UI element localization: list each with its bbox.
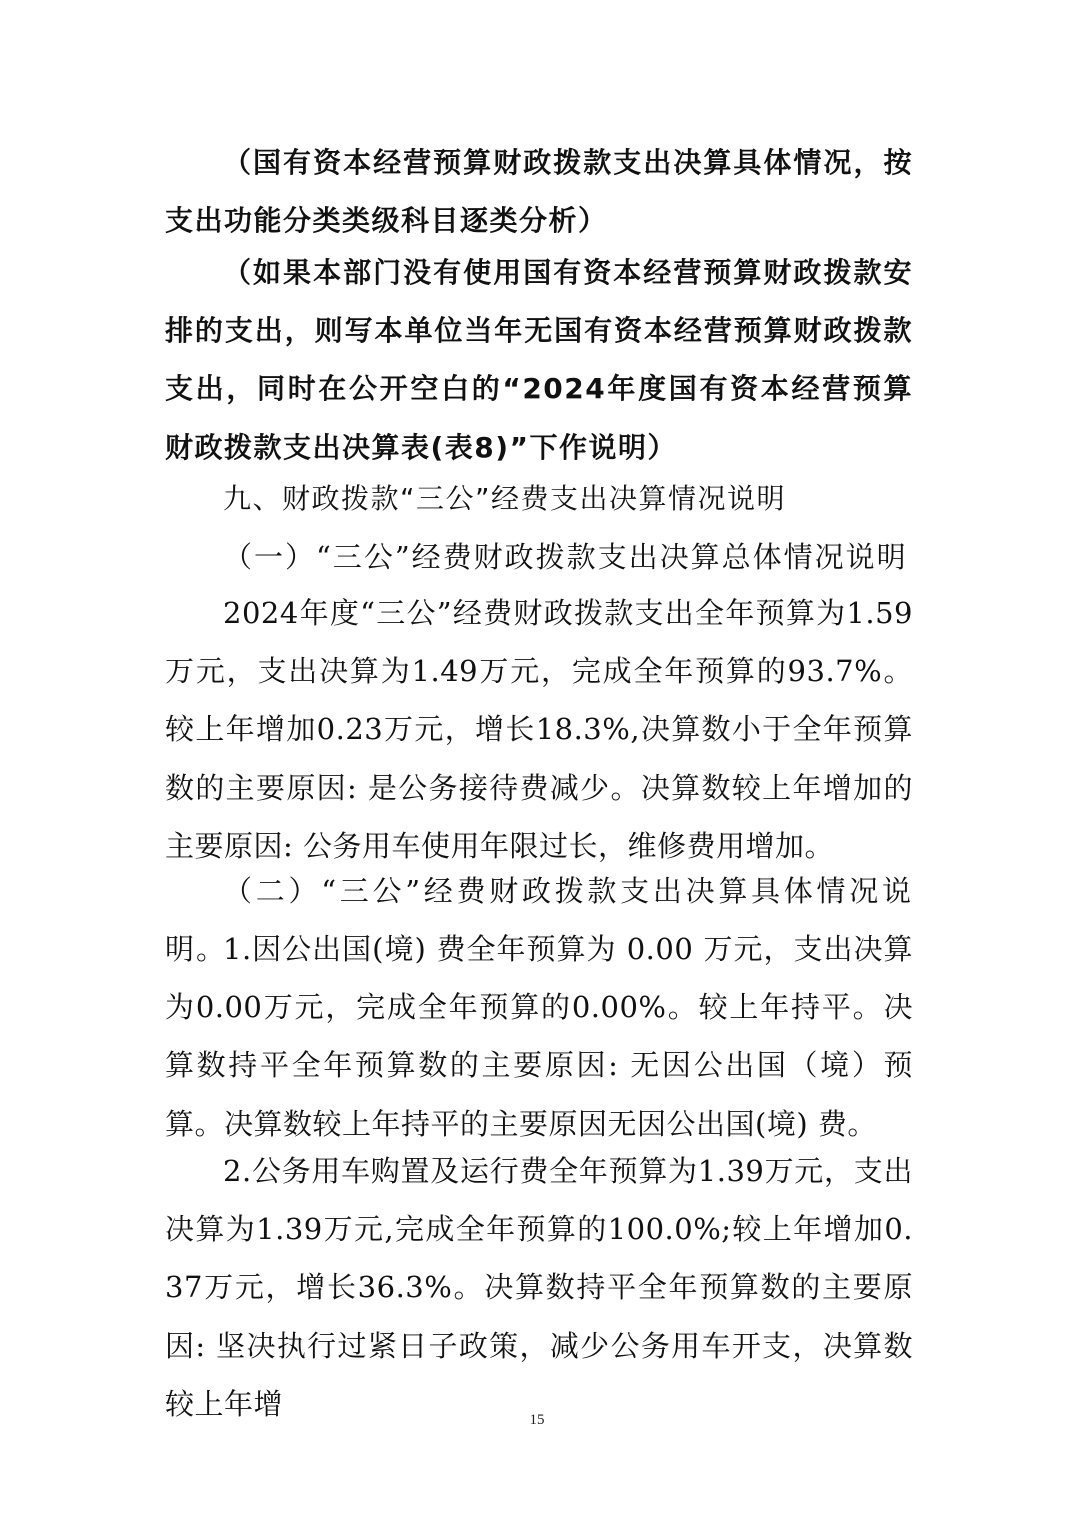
paragraph-soe-budget-analysis-note: （国有资本经营预算财政拨款支出决算具体情况，按支出功能分类类级科目逐类分析） (165, 146, 913, 238)
paragraph-overall-situation: 2024年度“三公”经费财政拨款支出全年预算为1.59万元，支出决算为1.49万元，完成全年预算的93.7%。较上年增加0.23万元，增长18.3%,决算数小于全年预算数的主要原因: 是公务接待费减少。决算数较上年增加的主要原因: 公务用车使用年限过长，维修费用增加。 (165, 596, 913, 863)
paragraph-overseas-travel-expense: 1.因公出国(境) 费全年预算为 0.00 万元，支出决算为0.00万元，完成全年预算的0.00%。较上年持平。决算数持平全年预算数的主要原因: 无因公出国（境）预算。决算数较上年持平的主要原因无因公出国(境) 费。 (165, 932, 913, 1141)
page-number: 15 (529, 1412, 545, 1428)
subheading-overall-situation: （一）“三公”经费财政拨款支出决算总体情况说明 (223, 540, 908, 574)
paragraph-official-vehicle-expense: 2.公务用车购置及运行费全年预算为1.39万元，支出决算为1.39万元,完成全年预算的100.0%;较上年增加0.37万元，增长36.3%。决算数持平全年预算数的主要原因: 坚决执行过紧日子政策，减少公务用车开支，决算数较上年增 (165, 1154, 913, 1421)
subheading-specific-situation: （二）“三公”经费财政拨款支出决算具体情况说明。 (165, 874, 913, 967)
paragraph-soe-budget-none-note: （如果本部门没有使用国有资本经营预算财政拨款安排的支出，则写本单位当年无国有资本经营预算财政拨款支出，同时在公开空白的“2024年度国有资本经营预算财政拨款支出决算表(表8)”下作说明） (165, 256, 913, 464)
section-heading-three-public-expenses: 九、财政拨款“三公”经费支出决算情况说明 (223, 482, 787, 515)
